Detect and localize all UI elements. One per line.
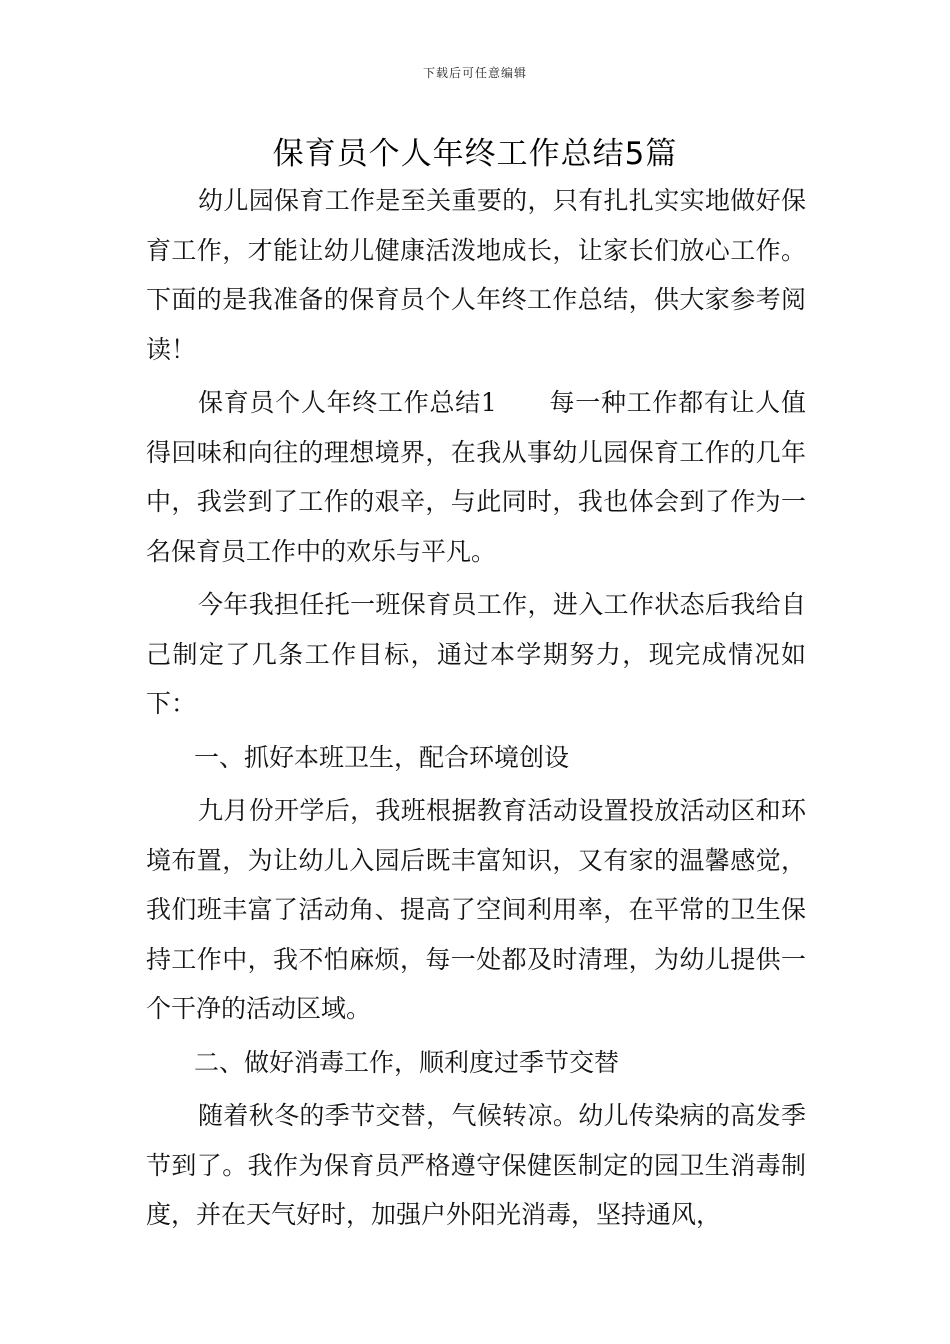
goals-paragraph: 今年我担任托一班保育员工作，进入工作状态后我给自己制定了几条工作目标，通过本学期努力，现完成情况如下： [146, 590, 806, 718]
heading-disinfection: 二、做好消毒工作，顺利度过季节交替 [194, 1047, 620, 1077]
document-body [146, 176, 806, 1240]
section-1-paragraph [146, 378, 806, 576]
intro-paragraph: 幼儿园保育工作是至关重要的，只有扎扎实实地做好保育工作，才能让幼儿健康活泼地成长，让家长们放心工作。下面的是我准备的保育员个人年终工作总结，供大家参考阅读！ [146, 186, 806, 364]
section-1-label: 保育员个人年终工作总结1 [198, 388, 497, 417]
disinfection-paragraph: 随着秋冬的季节交替，气候转凉。幼儿传染病的高发季节到了。我作为保育员严格遵守保健医制定的园卫生消毒制度，并在天气好时，加强户外阳光消毒，坚持通风， [146, 1101, 806, 1229]
document-title: 保育员个人年终工作总结5篇 [272, 136, 678, 172]
hygiene-paragraph: 九月份开学后，我班根据教育活动设置投放活动区和环境布置，为让幼儿入园后既丰富知识，又有家的温馨感觉，我们班丰富了活动角、提高了空间利用率，在平常的卫生保持工作中，我不怕麻烦，每一处都及时清理，为幼儿提供一个干净的活动区域。 [146, 796, 806, 1023]
heading-hygiene: 一、抓好本班卫生，配合环境创设 [194, 742, 570, 772]
header-note: 下载后可任意编辑 [422, 66, 527, 80]
section-1-text: 每一种工作都有让人值得回味和向往的理想境界，在我从事幼儿园保育工作的几年中，我尝到了工作的艰辛，与此同时，我也体会到了作为一名保育员工作中的欢乐与平凡。 [146, 388, 806, 566]
